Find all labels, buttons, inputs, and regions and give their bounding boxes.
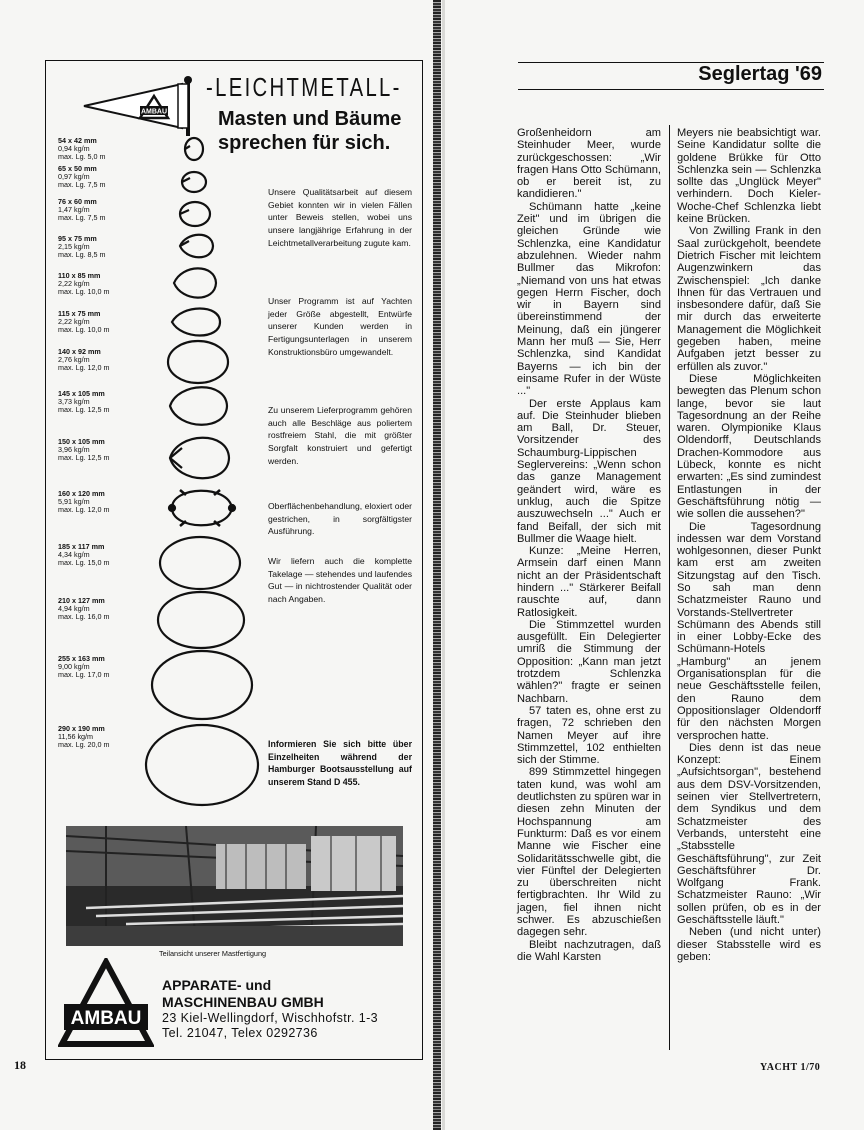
ad-paragraph-1: Unsere Qualitätsarbeit auf diesem Gebiet konnten wir in vielen Fällen unter Beweis stellen, wobei uns unsere langjährige Erfahrung in der Leichtmetallverarbeitung zugute kam. <box>268 187 412 248</box>
magazine-footer: YACHT 1/70 <box>760 1062 821 1073</box>
article-paragraph: Von Zwilling Frank in den Saal zurückgeholt, beendete Dietrich Fischer mit leichtem Augenzwinkern das Zwischenspiel: „Ich danke Ihnen für das Vertrauen und insbesondere dafür, daß Sie mir durch das erweiterte Management die Möglichkeit gegeben haben, meine Aufgaben jetzt besser zu erfüllen als zuvor." <box>677 225 821 373</box>
mast-profile-8 <box>170 387 227 425</box>
article-paragraph: Meyers nie beabsichtigt war. Seine Kandidatur sollte die goldene Brükke für Otto Schlenzka sein — Schlenzka sollte das „Unglück Meyer" verhindern. Doch Kieler-Woche-Chef Schlenzka liebt keine Brücken. <box>677 127 821 226</box>
mast-spec-10: 160 x 120 mm 5,91 kg/m max. Lg. 12,0 m <box>58 489 110 514</box>
mast-profile-11 <box>160 537 240 589</box>
article-paragraph: Der erste Applaus kam auf. Die Steinhuder blieben am Ball, Dr. Steuer, Vorsitzender des Schaumburg-Lippischen Seglervereins: „Wenn schon das ganze Management geändert wird, wäre es unklug, auch die Spitze auszuwechseln ..." Auch er fand Beifall, der sich mit Bullmer die Waage hielt. <box>517 397 661 545</box>
ad-paragraph-4: Oberflächenbehandlung, eloxiert oder gestrichen, in sorgfältigster Ausführung. <box>268 501 412 537</box>
article-paragraph: Dies denn ist das neue Konzept: Einem „Aufsichtsorgan", bestehend aus dem DSV-Vorsitzenden, seinen vier Stellvertretern, dem Syndikus und dem Schatzmeister des Verbands, untersteht eine „Stabsstelle Geschäftsführung", zur Zeit Geschäftsführer Dr. Wolfgang Frank. Schatzmeister Rauno: „Wir sollen prüfen, ob es in der Geschäftsstelle läuft." <box>677 741 821 926</box>
mast-spec-1: 54 x 42 mm 0,94 kg/m max. Lg. 5,0 m <box>58 136 106 161</box>
mast-production-photo <box>66 826 403 946</box>
mast-profile-6 <box>172 309 220 336</box>
logo-text: AMBAU <box>70 1008 142 1029</box>
headline-line-2: sprechen für sich. <box>218 132 391 154</box>
article-paragraph: Großenheidorn am Steinhuder Meer, wurde zurückgeschossen: „Wir fragen Hans Otto Schümann, ob er bereit ist, zu kandidieren." <box>517 127 661 201</box>
mast-spec-13: 255 x 163 mm 9,00 kg/m max. Lg. 17,0 m <box>58 654 110 679</box>
mast-spec-11: 185 x 117 mm 4,34 kg/m max. Lg. 15,0 m <box>58 542 110 567</box>
article-paragraph: Diese Möglichkeiten bewegten das Plenum schon lange, bevor sie laut Tagesordnung an der Reihe waren. Olympionike Klaus Oldendorff, Deutschlands Drachen-Kommodore aus Lübeck, konnte es nicht erwarten: „Es sind zumindest Entlastungen in der Geschäftsführung nötig — wie sollen die aussehen?" <box>677 372 821 521</box>
header-rule-bottom <box>518 89 824 90</box>
mast-spec-6: 115 x 75 mm 2,22 kg/m max. Lg. 10,0 m <box>58 309 110 334</box>
ad-paragraph-5: Wir liefern auch die komplette Takelage — stehendes und laufendes Gut — in nichtrostender Qualität oder nach Angaben. <box>268 556 412 605</box>
ad-headline-leichtmetall: -LEICHTMETALL- <box>206 72 402 102</box>
phone-telex-line: Tel. 21047, Telex 0292736 <box>162 1026 318 1040</box>
mast-profile-9 <box>170 438 229 479</box>
mast-profile-4 <box>180 235 213 258</box>
headline-line-1: Masten und Bäume <box>218 108 402 130</box>
mast-profile-10 <box>169 490 235 526</box>
ambau-company-logo <box>58 958 154 1050</box>
mast-profiles-diagram <box>140 130 265 820</box>
article-column-1 <box>517 127 661 963</box>
article-paragraph: 57 taten es, ohne erst zu fragen, 72 schrieben den Namen Meyer auf ihre Stimmzettel, 102 enthielten sich der Stimme. <box>517 704 661 767</box>
company-name-line-1: APPARATE- und <box>162 977 272 993</box>
article-paragraph: Bleibt nachzutragen, daß die Wahl Karsten <box>517 938 661 963</box>
ad-paragraph-3: Zu unserem Lieferprogramm gehören auch alle Beschläge aus poliertem rostfreiem Stahl, die mit größter Sorgfalt konstruiert und gefertigt werden. <box>268 405 412 466</box>
column-divider <box>669 125 670 1050</box>
mast-profile-5 <box>174 268 216 297</box>
article-paragraph: Neben (und nicht unter) dieser Stabsstelle wird es geben: <box>677 926 821 963</box>
ad-paragraph-2: Unser Programm ist auf Yachten jeder Größe abgestellt, Entwürfe unserer Kunden werden in Fertigungsunterlagen in unserem Konstruktionsbüro umgewandelt. <box>268 296 412 357</box>
mast-spec-3: 76 x 60 mm 1,47 kg/m max. Lg. 7,5 m <box>58 197 106 222</box>
page-number: 18 <box>14 1058 26 1072</box>
photo-caption: Teilansicht unserer Mastfertigung <box>159 949 267 958</box>
company-name <box>162 977 324 1011</box>
mast-spec-9: 150 x 105 mm 3,96 kg/m max. Lg. 12,5 m <box>58 437 110 462</box>
mast-spec-14: 290 x 190 mm 11,56 kg/m max. Lg. 20,0 m <box>58 724 110 749</box>
mast-spec-7: 140 x 92 mm 2,76 kg/m max. Lg. 12,0 m <box>58 347 110 372</box>
address-line: 23 Kiel-Wellingdorf, Wischhofstr. 1-3 <box>162 1011 379 1025</box>
mast-profile-14 <box>146 725 258 805</box>
section-title: Seglertag '69 <box>698 63 822 85</box>
mast-spec-5: 110 x 85 mm 2,22 kg/m max. Lg. 10,0 m <box>58 271 110 296</box>
mast-spec-2: 65 x 50 mm 0,97 kg/m max. Lg. 7,5 m <box>58 164 106 189</box>
article-paragraph: Die Stimmzettel wurden ausgefüllt. Ein Delegierter umriß die Stimmung der Opposition: „Kann man jetzt trotzdem Schlenzka wählen?" fragte er seinen Nachbarn. <box>517 618 661 705</box>
mast-spec-4: 95 x 75 mm 2,15 kg/m max. Lg. 8,5 m <box>58 234 106 259</box>
mast-profile-13 <box>152 651 252 719</box>
mast-spec-8: 145 x 105 mm 3,73 kg/m max. Lg. 12,5 m <box>58 389 110 414</box>
article-paragraph: Die Tagesordnung indessen war dem Vorstand wohlgesonnen, dieser Punkt kam erst am zweiten Sitzungstag auf den Tisch. So sah man denn Schatzmeister Rauno und Vorstands-Stellvertreter Schümann des Abends still in einer Lobby-Ecke des Schümann-Hotels „Hamburg" an jenem Organisationsplan für die neue Geschäftsstelle feilen, den Rauno dem Oppositionslager Oldendorff für den nächsten Morgen versprochen hatte. <box>677 520 821 742</box>
article-paragraph: 899 Stimmzettel hingegen taten kund, was wohl am deutlichsten zu spüren war in diesen zehn Minuten der Hochspannung am Funkturm: Daß es vor einem Manne wie Fischer eine Solidaritätsschwelle gibt, die vier Fünftel der Delegierten zu überschreiten nicht fertigbrachten. Ihr Wild zu jagen, fiel ihnen nicht schwer. Es abzuschießen dagegen sehr. <box>517 766 661 939</box>
article-paragraph: Kunze: „Meine Herren, Armsein darf einen Mann nicht an der Präsidentschaft hindern ..." Stärkerer Beifall rauschte auf, dann Ratlosigkeit. <box>517 545 661 619</box>
mast-profile-3 <box>180 202 210 226</box>
binding-gutter <box>433 0 441 1130</box>
mast-spec-12: 210 x 127 mm 4,94 kg/m max. Lg. 16,0 m <box>58 596 110 621</box>
binding-shadow <box>442 0 445 1130</box>
ad-bold-note: Informieren Sie sich bitte über Einzelheiten während der Hamburger Bootsausstellung auf unserem Stand D 455. <box>268 739 412 788</box>
article-column-2 <box>677 127 821 963</box>
article-paragraph: Schümann hatte „keine Zeit" und im übrigen die gleichen Gründe wie Schlenzka, eine Kandidatur abzulehnen. Wieder nahm Bullmer das Mikrofon: „Niemand von uns hat etwas gegen Herrn Fischer, doch wir in Bayern sind übereinstimmend der Meinung, daß ein jüngerer Mann her muß — Sie, Herr Schlenzka, sind Kandidat Bayerns — ich bin der einsame Rufer in der Wüste ..." <box>517 200 661 398</box>
ambau-pennant-logo <box>82 76 202 136</box>
company-address <box>162 1011 378 1041</box>
mast-profile-7 <box>168 341 228 383</box>
mast-profile-2 <box>182 172 206 192</box>
mast-profile-12 <box>158 592 244 648</box>
pennant-label: AMBAU <box>140 108 168 116</box>
company-name-line-2: MASCHINENBAU GMBH <box>162 994 324 1010</box>
mast-profile-1 <box>185 138 203 160</box>
